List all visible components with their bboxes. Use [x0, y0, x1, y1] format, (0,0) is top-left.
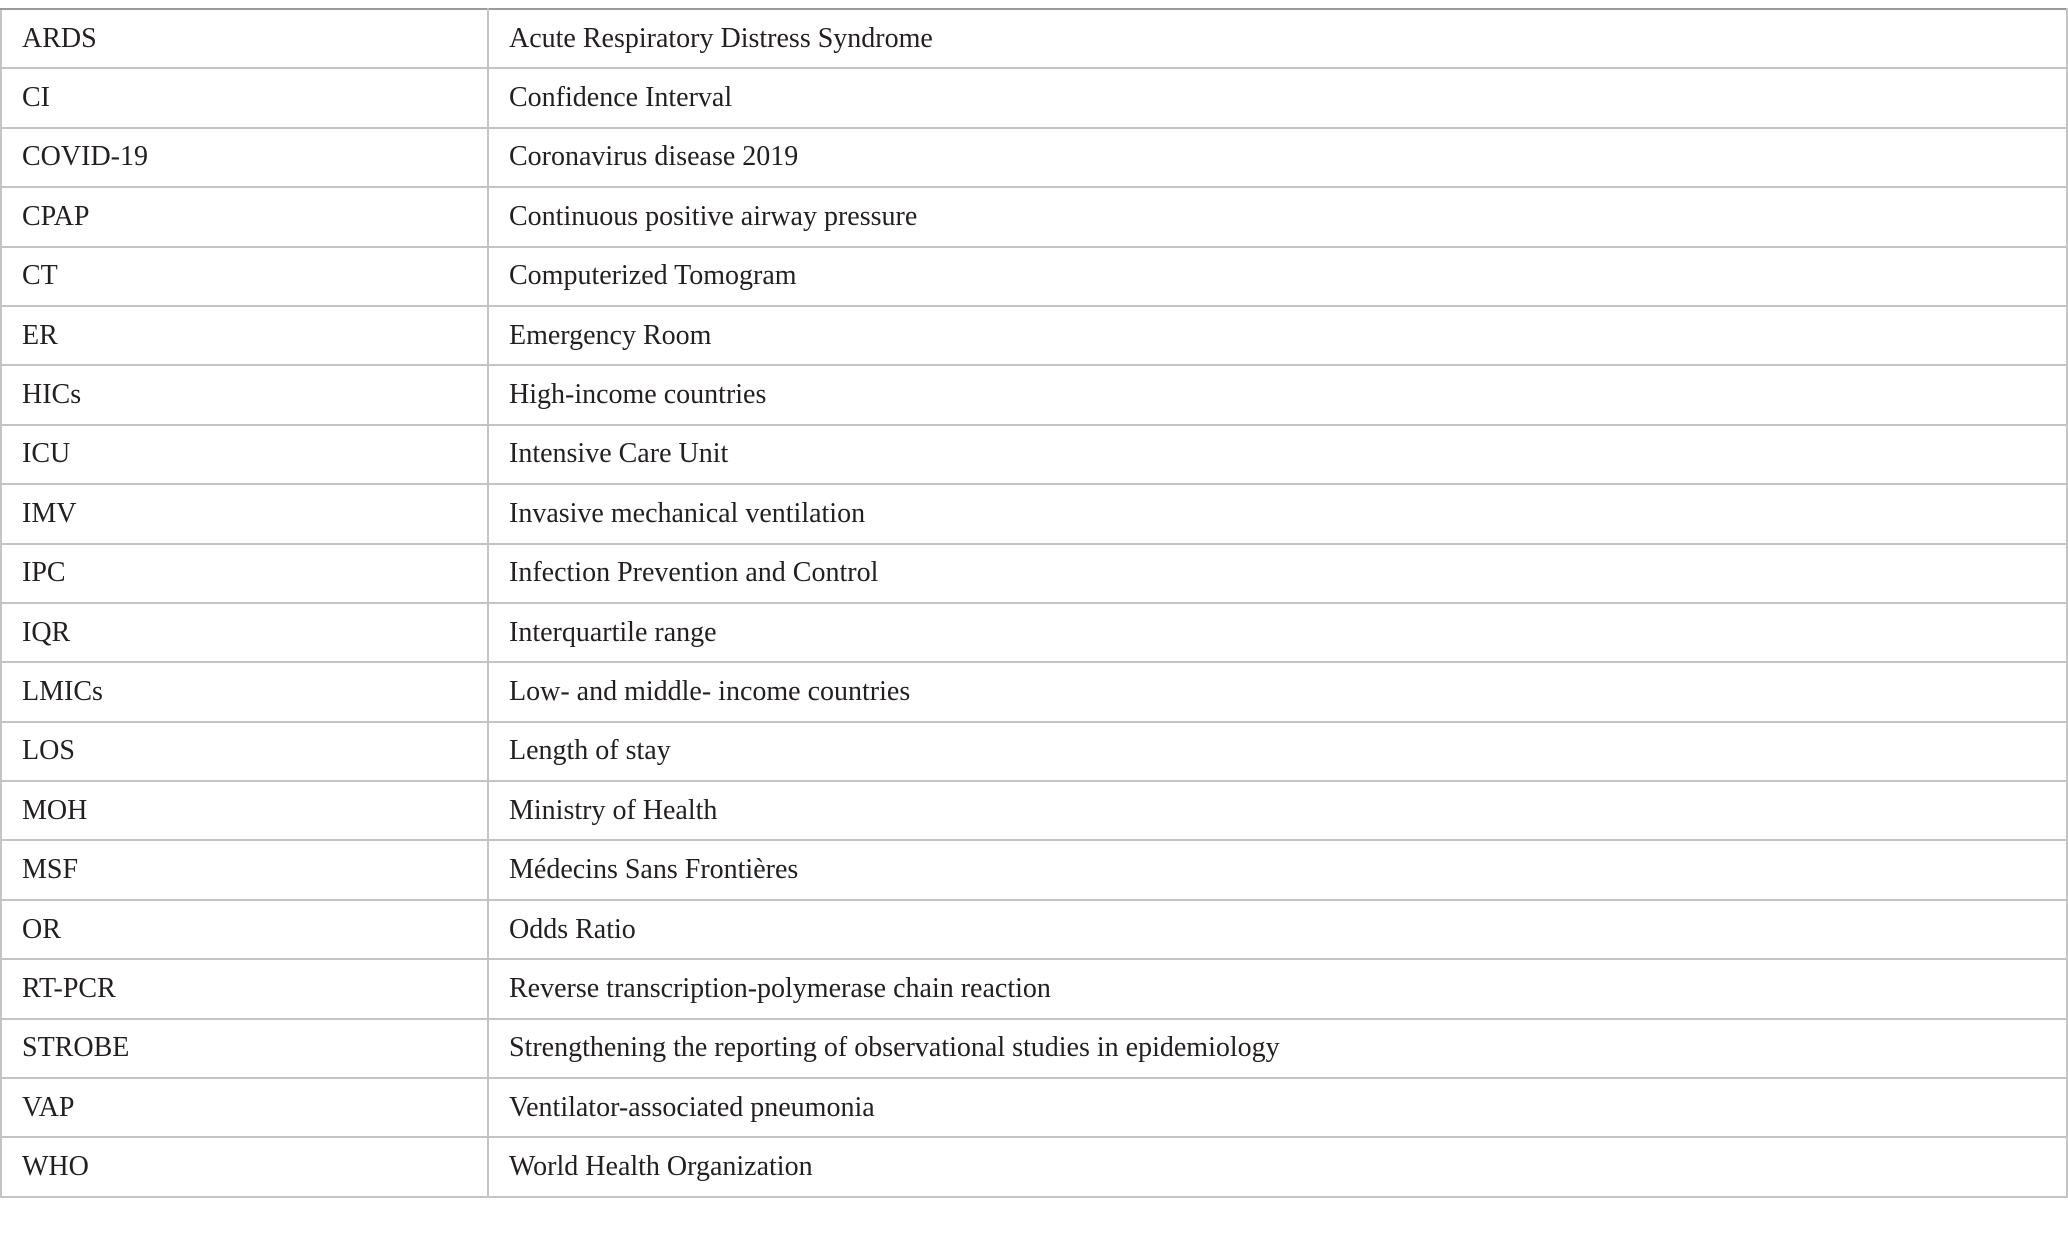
definition-cell: Médecins Sans Frontières — [488, 840, 2067, 899]
abbreviation-cell: LMICs — [1, 662, 488, 721]
table-row — [1, 840, 2067, 899]
table-row — [1, 247, 2067, 306]
definition-cell: Strengthening the reporting of observational studies in epidemiology — [488, 1019, 2067, 1078]
abbreviation-cell: RT-PCR — [1, 959, 488, 1018]
table-row — [1, 722, 2067, 781]
definition-cell: Invasive mechanical ventilation — [488, 484, 2067, 543]
abbreviation-cell: OR — [1, 900, 488, 959]
table-row — [1, 959, 2067, 1018]
abbreviation-cell: VAP — [1, 1078, 488, 1137]
definition-cell: Low- and middle- income countries — [488, 662, 2067, 721]
table-row — [1, 128, 2067, 187]
abbreviations-table-body — [1, 9, 2067, 1197]
definition-cell: High-income countries — [488, 365, 2067, 424]
definition-cell: World Health Organization — [488, 1137, 2067, 1196]
table-row — [1, 544, 2067, 603]
definition-cell: Emergency Room — [488, 306, 2067, 365]
definition-cell: Intensive Care Unit — [488, 425, 2067, 484]
definition-cell: Infection Prevention and Control — [488, 544, 2067, 603]
table-row — [1, 900, 2067, 959]
definition-cell: Coronavirus disease 2019 — [488, 128, 2067, 187]
definition-cell: Acute Respiratory Distress Syndrome — [488, 9, 2067, 68]
table-row — [1, 425, 2067, 484]
table-row — [1, 781, 2067, 840]
table-row — [1, 1019, 2067, 1078]
definition-cell: Length of stay — [488, 722, 2067, 781]
table-row — [1, 1078, 2067, 1137]
abbreviation-cell: ER — [1, 306, 488, 365]
table-row — [1, 484, 2067, 543]
abbreviation-cell: MSF — [1, 840, 488, 899]
abbreviation-cell: IMV — [1, 484, 488, 543]
abbreviation-cell: STROBE — [1, 1019, 488, 1078]
table-row — [1, 9, 2067, 68]
definition-cell: Confidence Interval — [488, 68, 2067, 127]
table-row — [1, 365, 2067, 424]
abbreviation-cell: WHO — [1, 1137, 488, 1196]
abbreviations-table — [0, 8, 2068, 1198]
abbreviation-cell: CT — [1, 247, 488, 306]
definition-cell: Interquartile range — [488, 603, 2067, 662]
abbreviation-cell: CI — [1, 68, 488, 127]
abbreviation-cell: LOS — [1, 722, 488, 781]
definition-cell: Reverse transcription-polymerase chain reaction — [488, 959, 2067, 1018]
table-row — [1, 187, 2067, 246]
abbreviation-cell: HICs — [1, 365, 488, 424]
definition-cell: Ventilator-associated pneumonia — [488, 1078, 2067, 1137]
definition-cell: Continuous positive airway pressure — [488, 187, 2067, 246]
abbreviation-cell: IQR — [1, 603, 488, 662]
abbreviation-cell: ARDS — [1, 9, 488, 68]
definition-cell: Ministry of Health — [488, 781, 2067, 840]
abbreviation-cell: CPAP — [1, 187, 488, 246]
table-row — [1, 1137, 2067, 1196]
table-row — [1, 68, 2067, 127]
abbreviation-cell: IPC — [1, 544, 488, 603]
abbreviation-cell: COVID-19 — [1, 128, 488, 187]
definition-cell: Computerized Tomogram — [488, 247, 2067, 306]
table-row — [1, 603, 2067, 662]
abbreviation-cell: ICU — [1, 425, 488, 484]
definition-cell: Odds Ratio — [488, 900, 2067, 959]
abbreviation-cell: MOH — [1, 781, 488, 840]
table-row — [1, 306, 2067, 365]
table-row — [1, 662, 2067, 721]
